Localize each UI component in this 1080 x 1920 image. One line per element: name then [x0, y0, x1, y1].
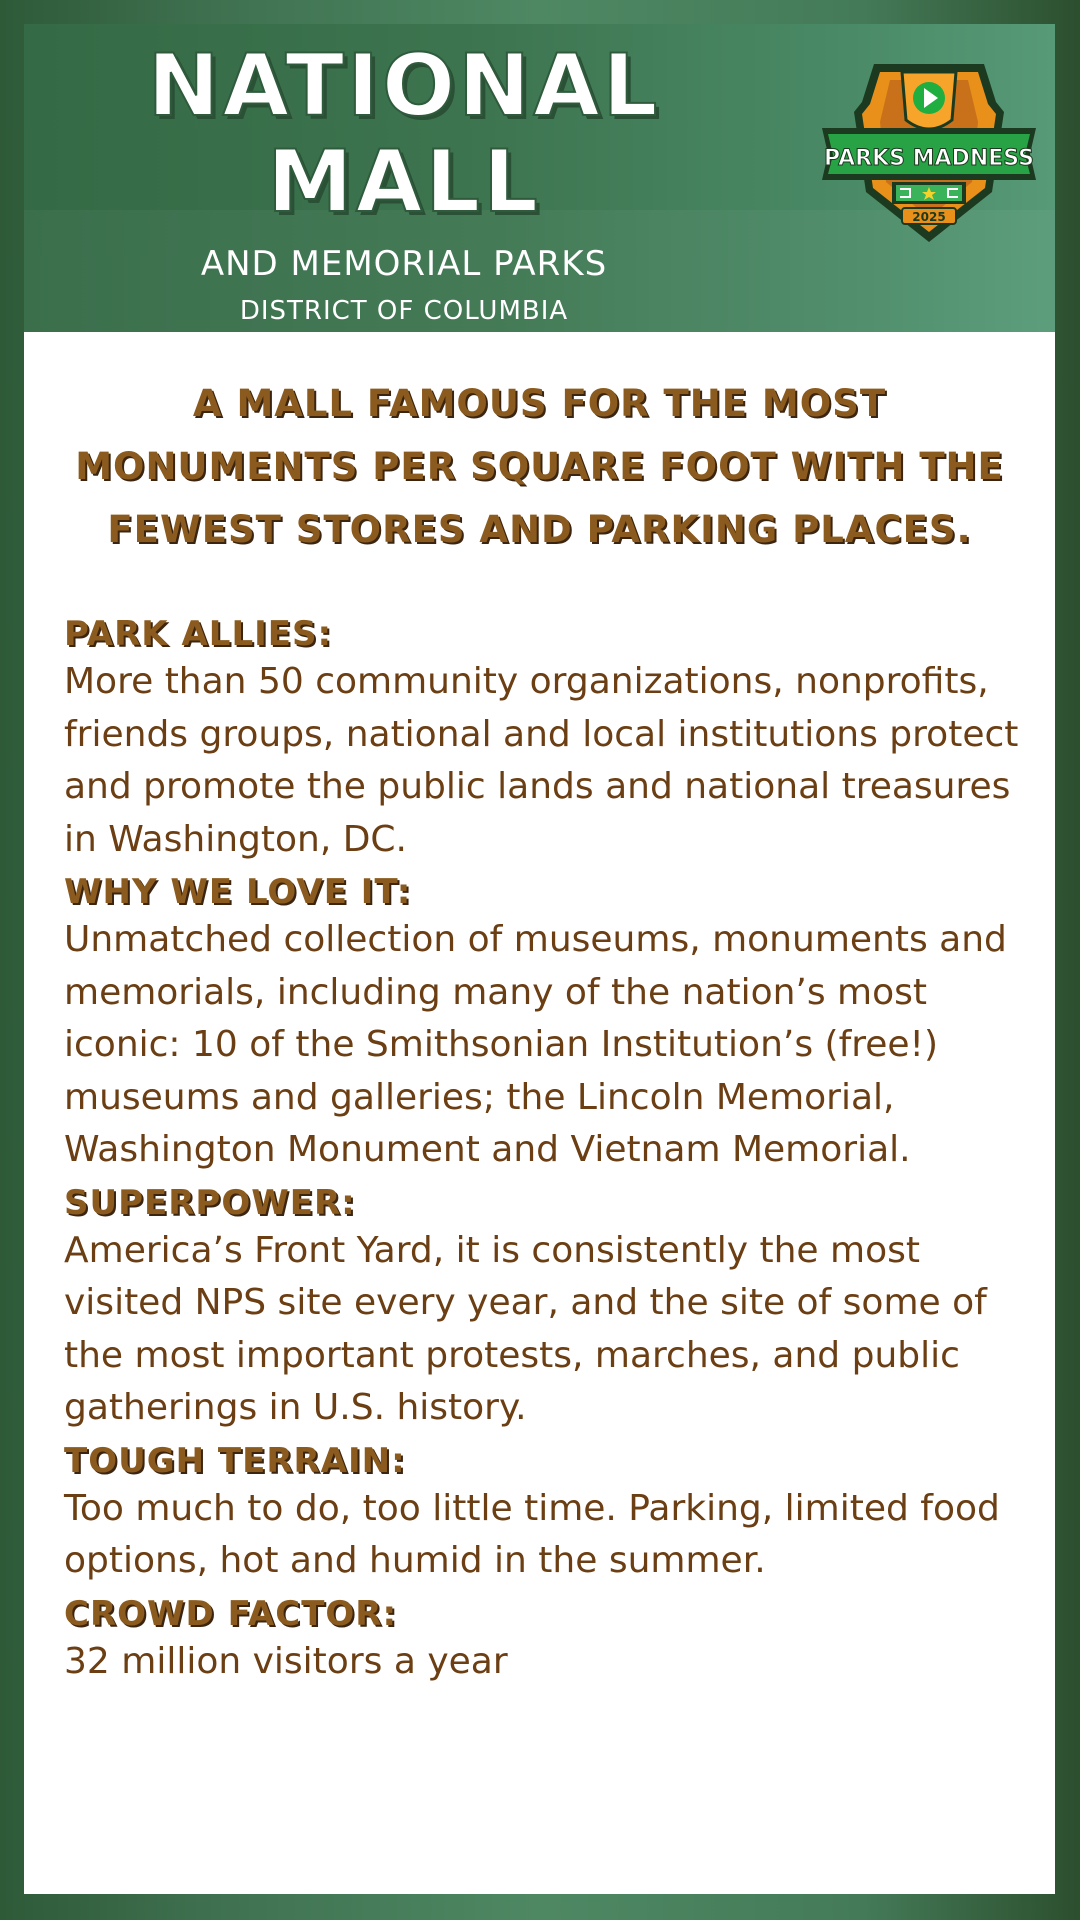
parks-madness-wordmark: PARKS MADNESS — [824, 146, 1034, 171]
logo-year: 2025 — [912, 210, 946, 224]
park-title-line-1: NATIONAL — [147, 36, 661, 136]
why-we-love-it-text: Unmatched collection of museums, monuments and memorials, including many of the nation’s most iconic: 10 of the Smithsonian Institution’s (free!) museums and galleries; the Lincoln Memorial, Washington Monument and Vietnam Memorial. — [64, 919, 1007, 1170]
tough-terrain-text: Too much to do, too little time. Parking, limited food options, hot and humid in the summer. — [64, 1487, 1000, 1581]
poster-frame — [24, 24, 1055, 1894]
why-we-love-it-heading: WHY WE LOVE IT: — [64, 872, 412, 912]
park-allies-heading: PARK ALLIES: — [64, 614, 333, 654]
park-details — [64, 612, 1039, 1692]
park-subtitle: AND MEMORIAL PARKS — [200, 244, 608, 284]
crowd-factor-text: 32 million visitors a year — [64, 1640, 508, 1682]
tough-terrain-heading: TOUGH TERRAIN: — [64, 1440, 406, 1481]
park-location: DISTRICT OF COLUMBIA — [239, 296, 569, 326]
park-title — [84, 38, 724, 230]
tagline: A MALL FAMOUS FOR THE MOST MONUMENTS PER SQUARE FOOT WITH THE FEWEST STORES AND PARKING PLACES. — [75, 382, 1004, 551]
park-title-line-2: MALL — [267, 132, 541, 232]
parks-madness-logo — [814, 42, 1044, 252]
superpower-text: America’s Front Yard, it is consistently the most visited NPS site every year, and the site of some of the most important protests, marches, and public gatherings in U.S. history. — [64, 1229, 987, 1428]
title-block — [84, 38, 724, 328]
superpower-heading: SUPERPOWER: — [64, 1182, 356, 1223]
crowd-factor-heading: CROWD FACTOR: — [64, 1593, 398, 1634]
header-banner — [24, 24, 1055, 332]
content-card — [24, 332, 1055, 1894]
park-allies-text: More than 50 community organizations, nonprofits, friends groups, national and local institutions protect and promote the public lands and national treasures in Washington, DC. — [64, 661, 1019, 860]
